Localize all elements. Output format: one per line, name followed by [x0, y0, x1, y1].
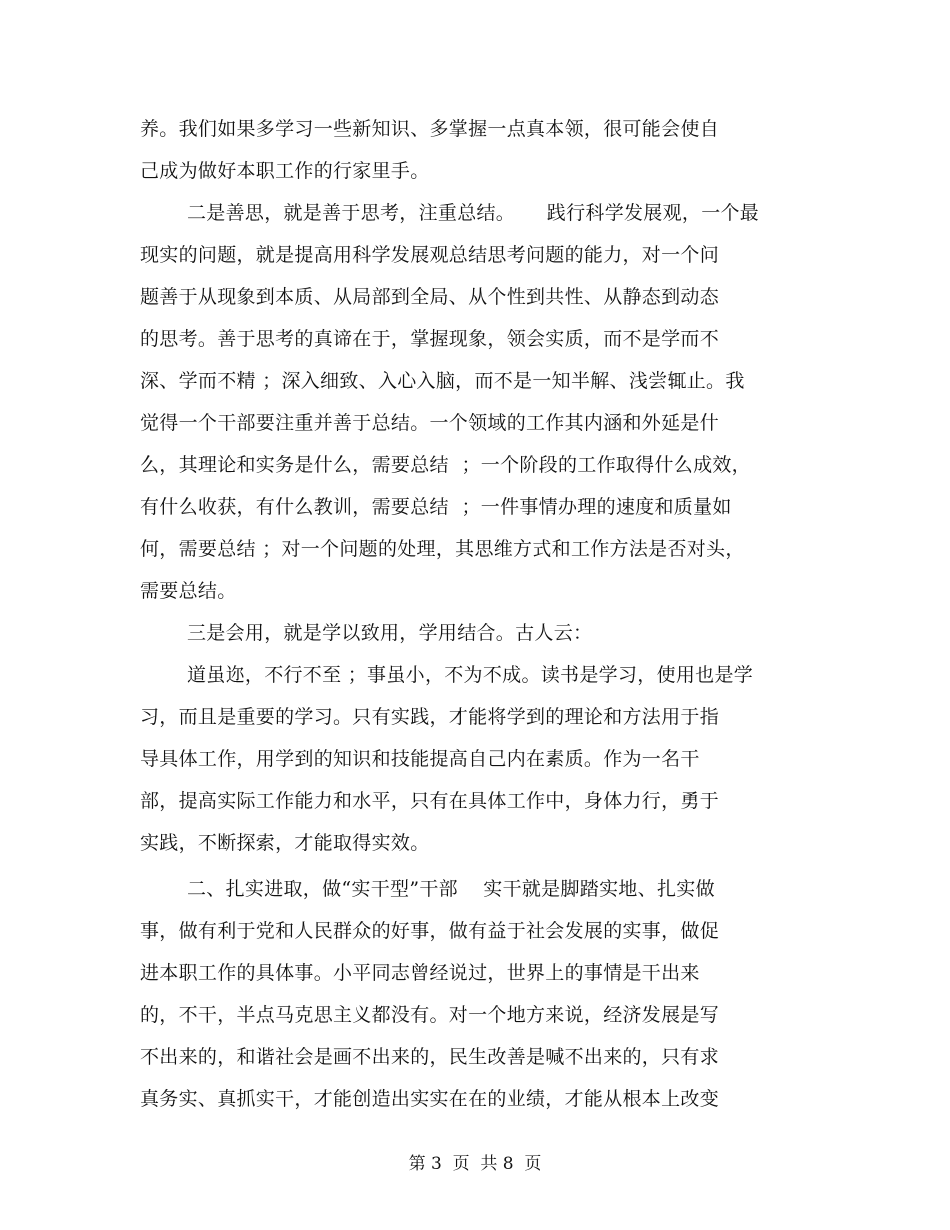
text-line: 道虽迩，不行不至 ；事虽小，不为不成。读书是学习，使用也是学 [187, 664, 754, 686]
text-line: 的，不干，半点马克思主义都没有。对一个地方来说，经济发展是写 [140, 1004, 720, 1026]
page-footer: 第 3 页 共 8 页 [408, 1154, 542, 1174]
text-line: 的思考。善于思考的真谛在于，掌握现象，领会实质，而不是学而不 [140, 328, 720, 350]
text-line: 导具体工作，用学到的知识和技能提高自己内在素质。作为一名干 [140, 748, 700, 770]
text-line: 养。我们如果多学习一些新知识、多掌握一点真本领，很可能会使自 [140, 118, 720, 140]
text-line: 觉得一个干部要注重并善于总结。一个领域的工作其内涵和外延是什 [140, 412, 720, 434]
text-line: 习，而且是重要的学习。只有实践，才能将学到的理论和方法用于指 [140, 706, 720, 728]
text-line: 深、学而不精 ；深入细致、入心入脑，而不是一知半解、浅尝辄止。我 [140, 370, 745, 392]
text-line: 么，其理论和实务是什么，需要总结 ；一个阶段的工作取得什么成效， [140, 454, 751, 476]
text-line: 己成为做好本职工作的行家里手。 [140, 160, 430, 182]
text-line: 有什么收获，有什么教训，需要总结 ；一件事情办理的速度和质量如 [140, 496, 732, 518]
text-line: 真务实、真抓实干，才能创造出实实在在的业绩，才能从根本上改变 [140, 1088, 720, 1110]
text-line: 事，做有利于党和人民群众的好事，做有益于社会发展的实事，做促 [140, 920, 720, 942]
text-line: 三是会用，就是学以致用，学用结合。古人云： [187, 622, 593, 644]
text-line: 二、扎实进取，做“实干型”干部 实干就是脚踏实地、扎实做 [187, 878, 715, 900]
text-line: 实践，不断探索，才能取得实效。 [140, 832, 430, 854]
text-line: 进本职工作的具体事。小平同志曾经说过，世界上的事情是干出来 [140, 962, 700, 984]
text-line: 需要总结。 [140, 580, 237, 602]
text-line: 部，提高实际工作能力和水平，只有在具体工作中，身体力行，勇于 [140, 790, 720, 812]
text-line: 现实的问题，就是提高用科学发展观总结思考问题的能力，对一个问 [140, 244, 720, 266]
text-line: 不出来的，和谐社会是画不出来的，民生改善是喊不出来的，只有求 [140, 1046, 720, 1068]
text-line: 题善于从现象到本质、从局部到全局、从个性到共性、从静态到动态 [140, 286, 720, 308]
text-line: 何，需要总结 ；对一个问题的处理，其思维方式和工作方法是否对头， [140, 538, 745, 560]
text-line: 二是善思，就是善于思考，注重总结。 践行科学发展观，一个最 [187, 202, 760, 224]
